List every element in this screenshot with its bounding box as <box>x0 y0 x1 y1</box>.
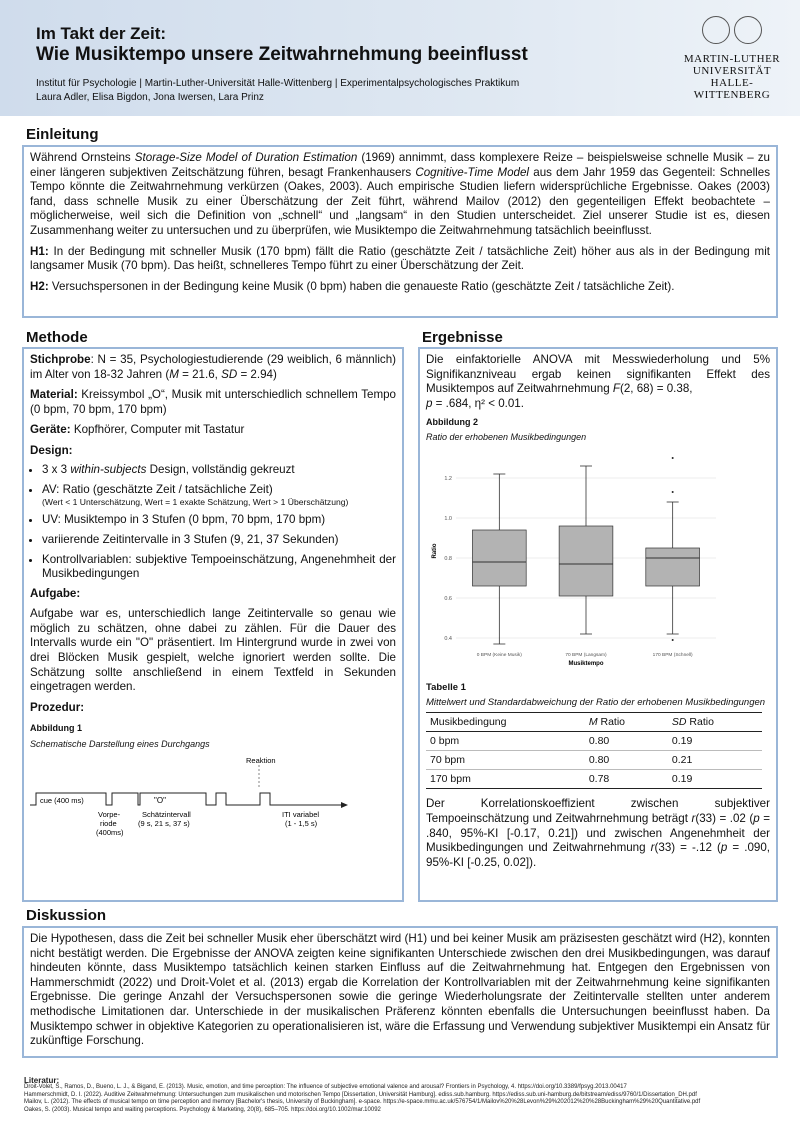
table-header: SD Ratio <box>671 716 714 729</box>
table1-label: Tabelle 1 <box>426 682 466 694</box>
box <box>472 530 526 586</box>
diagram-label-iti-1: ITI variabel <box>282 810 320 820</box>
stichprobe: Stichprobe: N = 35, Psychologiestudierende (29 weiblich, 6 männlich) im Alter von 18-32 Jahren (M = 21.6, SD = 2.94) <box>30 353 396 381</box>
figure2-caption: Ratio der erhobenen Musikbedingungen <box>426 432 587 443</box>
figure2-label: Abbildung 2 <box>426 417 478 428</box>
geraete: Geräte: Kopfhörer, Computer mit Tastatur <box>30 423 245 437</box>
prozedur-heading: Prozedur: <box>30 700 85 714</box>
table-row: 170 bpm 0.78 0.19 <box>426 770 762 789</box>
list-item: • variierende Zeitintervalle in 3 Stufen (9, 21, 37 Sekunden) <box>42 533 396 547</box>
diagram-label-schaetz-1: Schätzintervall <box>142 810 191 820</box>
poster-title-line1: Im Takt der Zeit: <box>36 24 167 43</box>
methode-box <box>22 347 404 902</box>
y-tick-label: 0.4 <box>444 636 452 643</box>
x-tick-label: 0 BPM (Keine Musik) <box>476 653 522 659</box>
reference-item: Oakes, S. (2003). Musical tempo and waiting perceptions. Psychology & Marketing, 20(8), 685–705. https://doi.org/10.1002/mar.10092 <box>24 1106 381 1113</box>
diagram-label-schaetz-2: (9 s, 21 s, 37 s) <box>138 819 190 829</box>
outlier-point <box>672 639 674 641</box>
list-item: • Kontrollvariablen: subjektive Tempoeinschätzung, Angenehmheit der Musikbedingungen <box>42 553 396 581</box>
x-axis-title: Musiktempo <box>568 661 604 668</box>
references-title: Literatur: <box>24 1076 60 1085</box>
design-heading: Design: <box>30 443 73 457</box>
x-tick-label: 70 BPM (Langsam) <box>565 653 607 659</box>
section-title-ergebnisse: Ergebnisse <box>422 329 503 346</box>
affiliation: Institut für Psychologie | Martin-Luther-Universität Halle-Wittenberg | Experimentalpsychologisches Praktikum <box>36 78 520 89</box>
ratio-boxplot-chart <box>426 446 726 676</box>
diagram-label-cue: cue (400 ms) <box>40 796 84 806</box>
university-logo <box>680 16 784 101</box>
table-header: Musikbedingung <box>430 716 507 729</box>
references <box>24 1077 784 1114</box>
diagram-label-vorperiode-3: (400ms) <box>96 828 124 838</box>
ratio-table <box>426 712 762 789</box>
table-header-row <box>426 713 762 732</box>
y-tick-label: 0.6 <box>444 596 452 603</box>
diagram-label-vorperiode-2: riode <box>100 819 117 829</box>
figure1-label: Abbildung 1 <box>30 723 82 734</box>
hypothesis-h1: H1: In der Bedingung mit schneller Musik (170 bpm) fällt die Ratio (geschätzte Zeit / tatsächliche Zeit) höher aus als in der Bedingung mit langsamer Musik (70 bpm). Das heißt, schnelleres Tempo führt zu einer Überschätzung der Zeit. <box>30 244 770 273</box>
section-title-diskussion: Diskussion <box>26 907 107 924</box>
reference-item: Hammerschmidt, D. I. (2022). Auditive Zeitwahrnehmung: Untersuchungen zum musikalischen und motorischen Tempo [Dissertation, Universität Hamburg]. ediss.sub.hamburg. https://ediss.sub.uni-hamburg.de/bitstream/ediss/9760/1/Dissertation_DH.pdf <box>24 1091 697 1098</box>
outlier-point <box>672 491 674 493</box>
trial-procedure-diagram <box>30 751 390 841</box>
diagram-label-reaktion: Reaktion <box>246 756 276 766</box>
diskussion-box <box>22 926 778 1058</box>
box <box>559 526 613 596</box>
anova-text: Die einfaktorielle ANOVA mit Messwiederholung und 5% Signifikanzniveau ergab keinen signifikanten Effekt des Musiktempos auf Zeitwahrnehmung F(2, 68) = 0.38, p = .684, η² < 0.01. <box>426 353 770 410</box>
material: Material: Kreissymbol „O“, Musik mit unterschiedlich schnellem Tempo (0 bpm, 70 bpm, 170 bpm) <box>30 388 396 416</box>
reference-item: Droit-Volet, S., Ramos, D., Bueno, L. J., & Bigand, E. (2013). Music, emotion, and time perception: The influence of subjective emotional valence and arousal? Frontiers in Psychology, 4. https://doi.org/10.3389/fpsyg.2013.00417 <box>24 1084 627 1091</box>
list-item: • AV: Ratio (geschätzte Zeit / tatsächliche Zeit) (Wert < 1 Unterschätzung, Wert = 1 exakte Schätzung, Wert > 1 Überschätzung) <box>42 483 396 507</box>
diskussion-text: Die Hypothesen, dass die Zeit bei schneller Musik eher überschätzt wird (H1) und bei keiner Musik am präzisesten geschätzt wird (H2), konnten nicht bestätigt werden. Die Ergebnisse der ANOVA zeigten keine signifikanten Unterschiede zwischen den drei Musikbedingungen, was darauf hindeuten könnte, dass Musiktempo tatsächlich keinen starken Einfluss auf die Zeitwahrnehmung hat. Entgegen den Ergebnissen von Hammerschmidt (2022) und Droit-Volet et al. (2013) ergab die Korrelation der Kontrollvariablen mit der Zeitwahrnehmung keine signifikanten Ergebnisse. Die geringe Anzahl der Versuchspersonen sowie die geringe Wiederholungsrate der Zeitintervalle stellten unter anderem methodische Limitationen dar. Unterschiede in der musikalischen Präferenz könnten ebenfalls die Untersuchungen beeinflusst haben. Da Musiktempo schwer in objektive Kategorien zu operationalisieren ist, wäre die Erfassung und Verwendung subjektiver Musiktempi ein Ansatz für zukünftige Forschung. <box>30 932 770 1048</box>
design-list <box>30 463 396 581</box>
aufgabe-text: Aufgabe war es, unterschiedlich lange Zeitintervalle so genau wie möglich zu schätzen, ohne dabei zu zählen. Für die Dauer des Intervalls wurde ein "O" präsentiert. Im Hintergrund wurde in zwei von drei Blöcken Musik gespielt, welche ignoriert werden sollte. Die Schätzung sollte anschließend in einem Textfeld in Sekunden eingetragen werden. <box>30 607 396 694</box>
box <box>646 548 700 586</box>
university-name: MARTIN-LUTHER UNIVERSITÄT HALLE-WITTENBERG <box>683 53 781 101</box>
hypothesis-h2: H2: Versuchspersonen in der Bedingung keine Musik (0 bpm) haben die genaueste Ratio (geschätzte Zeit / tatsächliche Zeit). <box>30 279 675 293</box>
poster-title-line2: Wie Musiktempo unsere Zeitwahrnehmung beeinflusst <box>36 44 528 65</box>
x-tick-label: 170 BPM (Schnell) <box>652 653 693 659</box>
list-item: • UV: Musiktempo in 3 Stufen (0 bpm, 70 bpm, 170 bpm) <box>42 513 396 527</box>
poster-header <box>0 0 800 116</box>
diagram-label-o: "O" <box>154 796 166 806</box>
university-seal-icon <box>734 16 762 44</box>
table-row: 0 bpm 0.80 0.19 <box>426 732 762 751</box>
section-title-methode: Methode <box>26 329 88 346</box>
y-tick-label: 0.8 <box>444 556 452 563</box>
y-tick-label: 1.0 <box>444 516 452 523</box>
reference-item: Mailov, L. (2012). The effects of musical tempo on time perception and memory [Bachelor's thesis, University of Buckingham]. e-space. https://e-space.mmu.ac.uk/576754/1/Mailov%20%28Levon%29%202012%20%28Buckingham%29%20Quantitative.pdf <box>24 1099 701 1106</box>
outlier-point <box>672 457 674 459</box>
university-seal-icon <box>702 16 730 44</box>
einleitung-paragraph: Während Ornsteins Storage-Size Model of Duration Estimation (1969) annimmt, dass komplexere Reize – beispielsweise schnelle Musik – zu einer längeren subjektiven Zeitschätzung führen, besagt Frankenhausers Cognitive-Time Model aus dem Jahr 1959 das Gegenteil: Schnelles Tempo könnte die Zeitwahrnehmung verkürzen (Oakes, 2003). Auch empirische Studien liefern widersprüchliche Ergebnisse. Oakes (2003) fand, dass schnelle Musik zu einer Überschätzung der Zeit führt, während Mailov (2012) den gegenteiligen Effekt beobachtete – möglicherweise, weil sich die Definition von „schnell“ und „langsam“ in den Studien unterscheidet. Ziel unserer Studie ist es, diesen Zusammenhang weiter zu untersuchen und zu überprüfen, wie Musiktempo die Zeitwahrnehmung tatsächlich beeinflusst. <box>30 151 770 237</box>
authors: Laura Adler, Elisa Bigdon, Jona Iwersen, Lara Prinz <box>36 92 264 103</box>
table-header: M Ratio <box>588 716 626 729</box>
table1-caption: Mittelwert und Standardabweichung der Ratio der erhobenen Musikbedingungen <box>426 697 766 709</box>
list-item: • 3 x 3 within-subjects Design, vollständig gekreuzt <box>42 463 396 477</box>
y-axis-title: Ratio <box>432 543 438 559</box>
figure1-caption: Schematische Darstellung eines Durchgangs <box>30 739 210 750</box>
korrelation-text: Der Korrelationskoeffizient zwischen subjektiver Tempoeinschätzung und Zeitwahrnehmung beträgt r(33) = .02 (p = .840, 95%-KI [-0.17, 0.21]) und zwischen Angenehmheit der Musikbedingungen und Zeitwahrnehmung r(33) = -.12 (p = .090, 95%-KI [-0.25, 0.02]). <box>426 797 771 869</box>
ergebnisse-box <box>418 347 778 902</box>
aufgabe-heading: Aufgabe: <box>30 586 81 600</box>
diagram-label-vorperiode-1: Vorpe- <box>98 810 121 820</box>
section-title-einleitung: Einleitung <box>26 126 99 143</box>
table-row: 70 bpm 0.80 0.21 <box>426 751 762 770</box>
diagram-label-iti-2: (1 - 1,5 s) <box>285 819 318 829</box>
y-tick-label: 1.2 <box>444 476 452 483</box>
einleitung-box <box>22 145 778 318</box>
